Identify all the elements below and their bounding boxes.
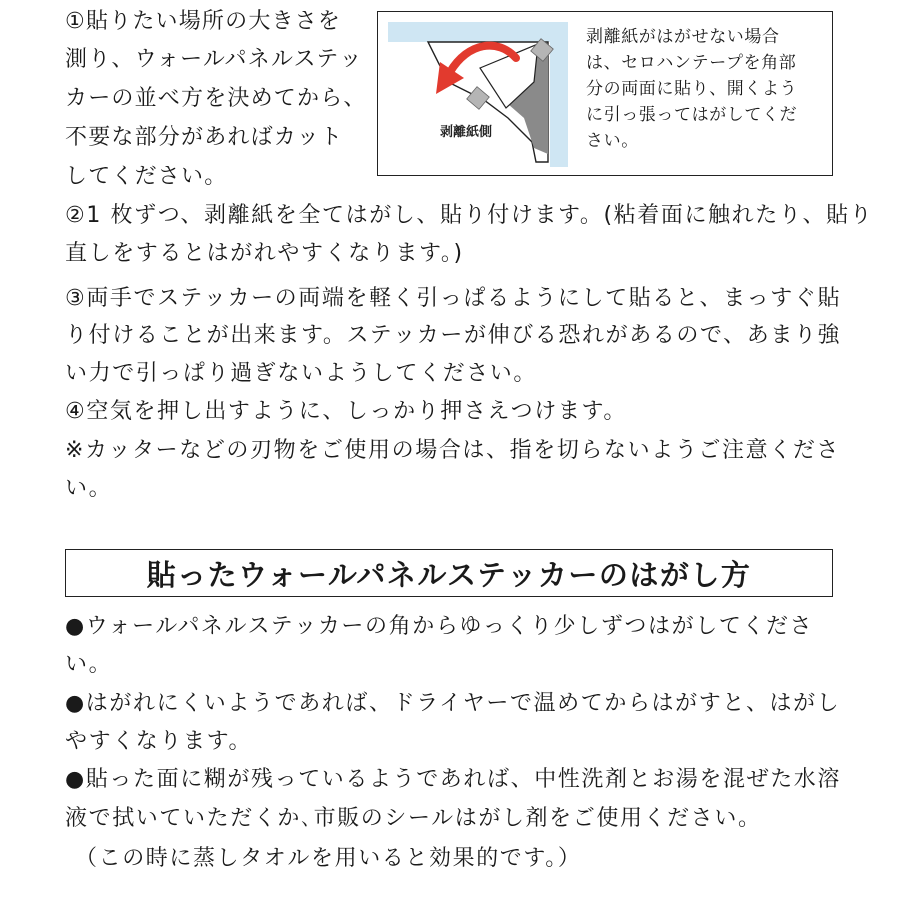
removal-heading: 貼ったウォールパネルステッカーのはがし方 — [146, 557, 752, 592]
step1-line: してください。 — [65, 164, 228, 189]
release-paper-side-label: 剥離紙側 — [440, 125, 493, 140]
note-line: さい。 — [586, 131, 639, 151]
removal-footnote: （この時に蒸しタオルを用いると効果的です。） — [75, 846, 582, 871]
note-line: は、セロハンテープを角部 — [586, 53, 797, 73]
step1-line: カーの並べ方を決めてから、 — [65, 86, 367, 111]
removal-bullet-line: 液で拭いていただくか､市販のシールはがし剤をご使用ください。 — [65, 806, 762, 831]
note-line: 分の両面に貼り、開くよう — [586, 79, 798, 99]
step3-line: い力で引っぱり過ぎないようしてください。 — [65, 361, 538, 386]
illustration-note — [586, 24, 826, 154]
removal-bullet-line: やすくなります。 — [65, 729, 253, 754]
step1-line: 測り、ウォールパネルステッ — [65, 47, 363, 72]
step1-line: 不要な部分があればカット — [65, 125, 344, 150]
removal-bullet-line: ●はがれにくいようであれば、ドライヤーで温めてからはがすと、はがし — [65, 691, 841, 716]
step1-line: ①貼りたい場所の大きさを — [65, 9, 342, 34]
removal-bullet-line: い。 — [65, 652, 113, 677]
illustration-box — [377, 11, 833, 176]
caution-line: ※カッターなどの刃物をご使用の場合は、指を切らないようご注意くださ — [65, 438, 841, 463]
step2-line: ②1 枚ずつ、剥離紙を全てはがし、貼り付けます。(粘着面に触れたり、貼り — [65, 203, 874, 228]
caution-line: い。 — [65, 476, 113, 501]
removal-bullet-line: ●貼った面に糊が残っているようであれば、中性洗剤とお湯を混ぜた水溶 — [65, 767, 841, 792]
step2-line: 直しをするとはがれやすくなります。) — [65, 241, 464, 266]
note-line: に引っ張ってはがしてくだ — [586, 105, 798, 125]
step3-line: り付けることが出来ます。ステッカーが伸びる恐れがあるので、あまり強 — [65, 323, 842, 348]
removal-heading-box — [65, 549, 833, 597]
step4-line: ④空気を押し出すように、しっかり押さえつけます。 — [65, 399, 627, 424]
peel-illustration — [388, 22, 578, 167]
note-line: 剥離紙がはがせない場合 — [586, 27, 780, 47]
step3-line: ③両手でステッカーの両端を軽く引っぱるようにして貼ると、まっすぐ貼 — [65, 286, 842, 311]
removal-bullet-line: ●ウォールパネルステッカーの角からゆっくり少しずつはがしてくださ — [65, 614, 814, 639]
